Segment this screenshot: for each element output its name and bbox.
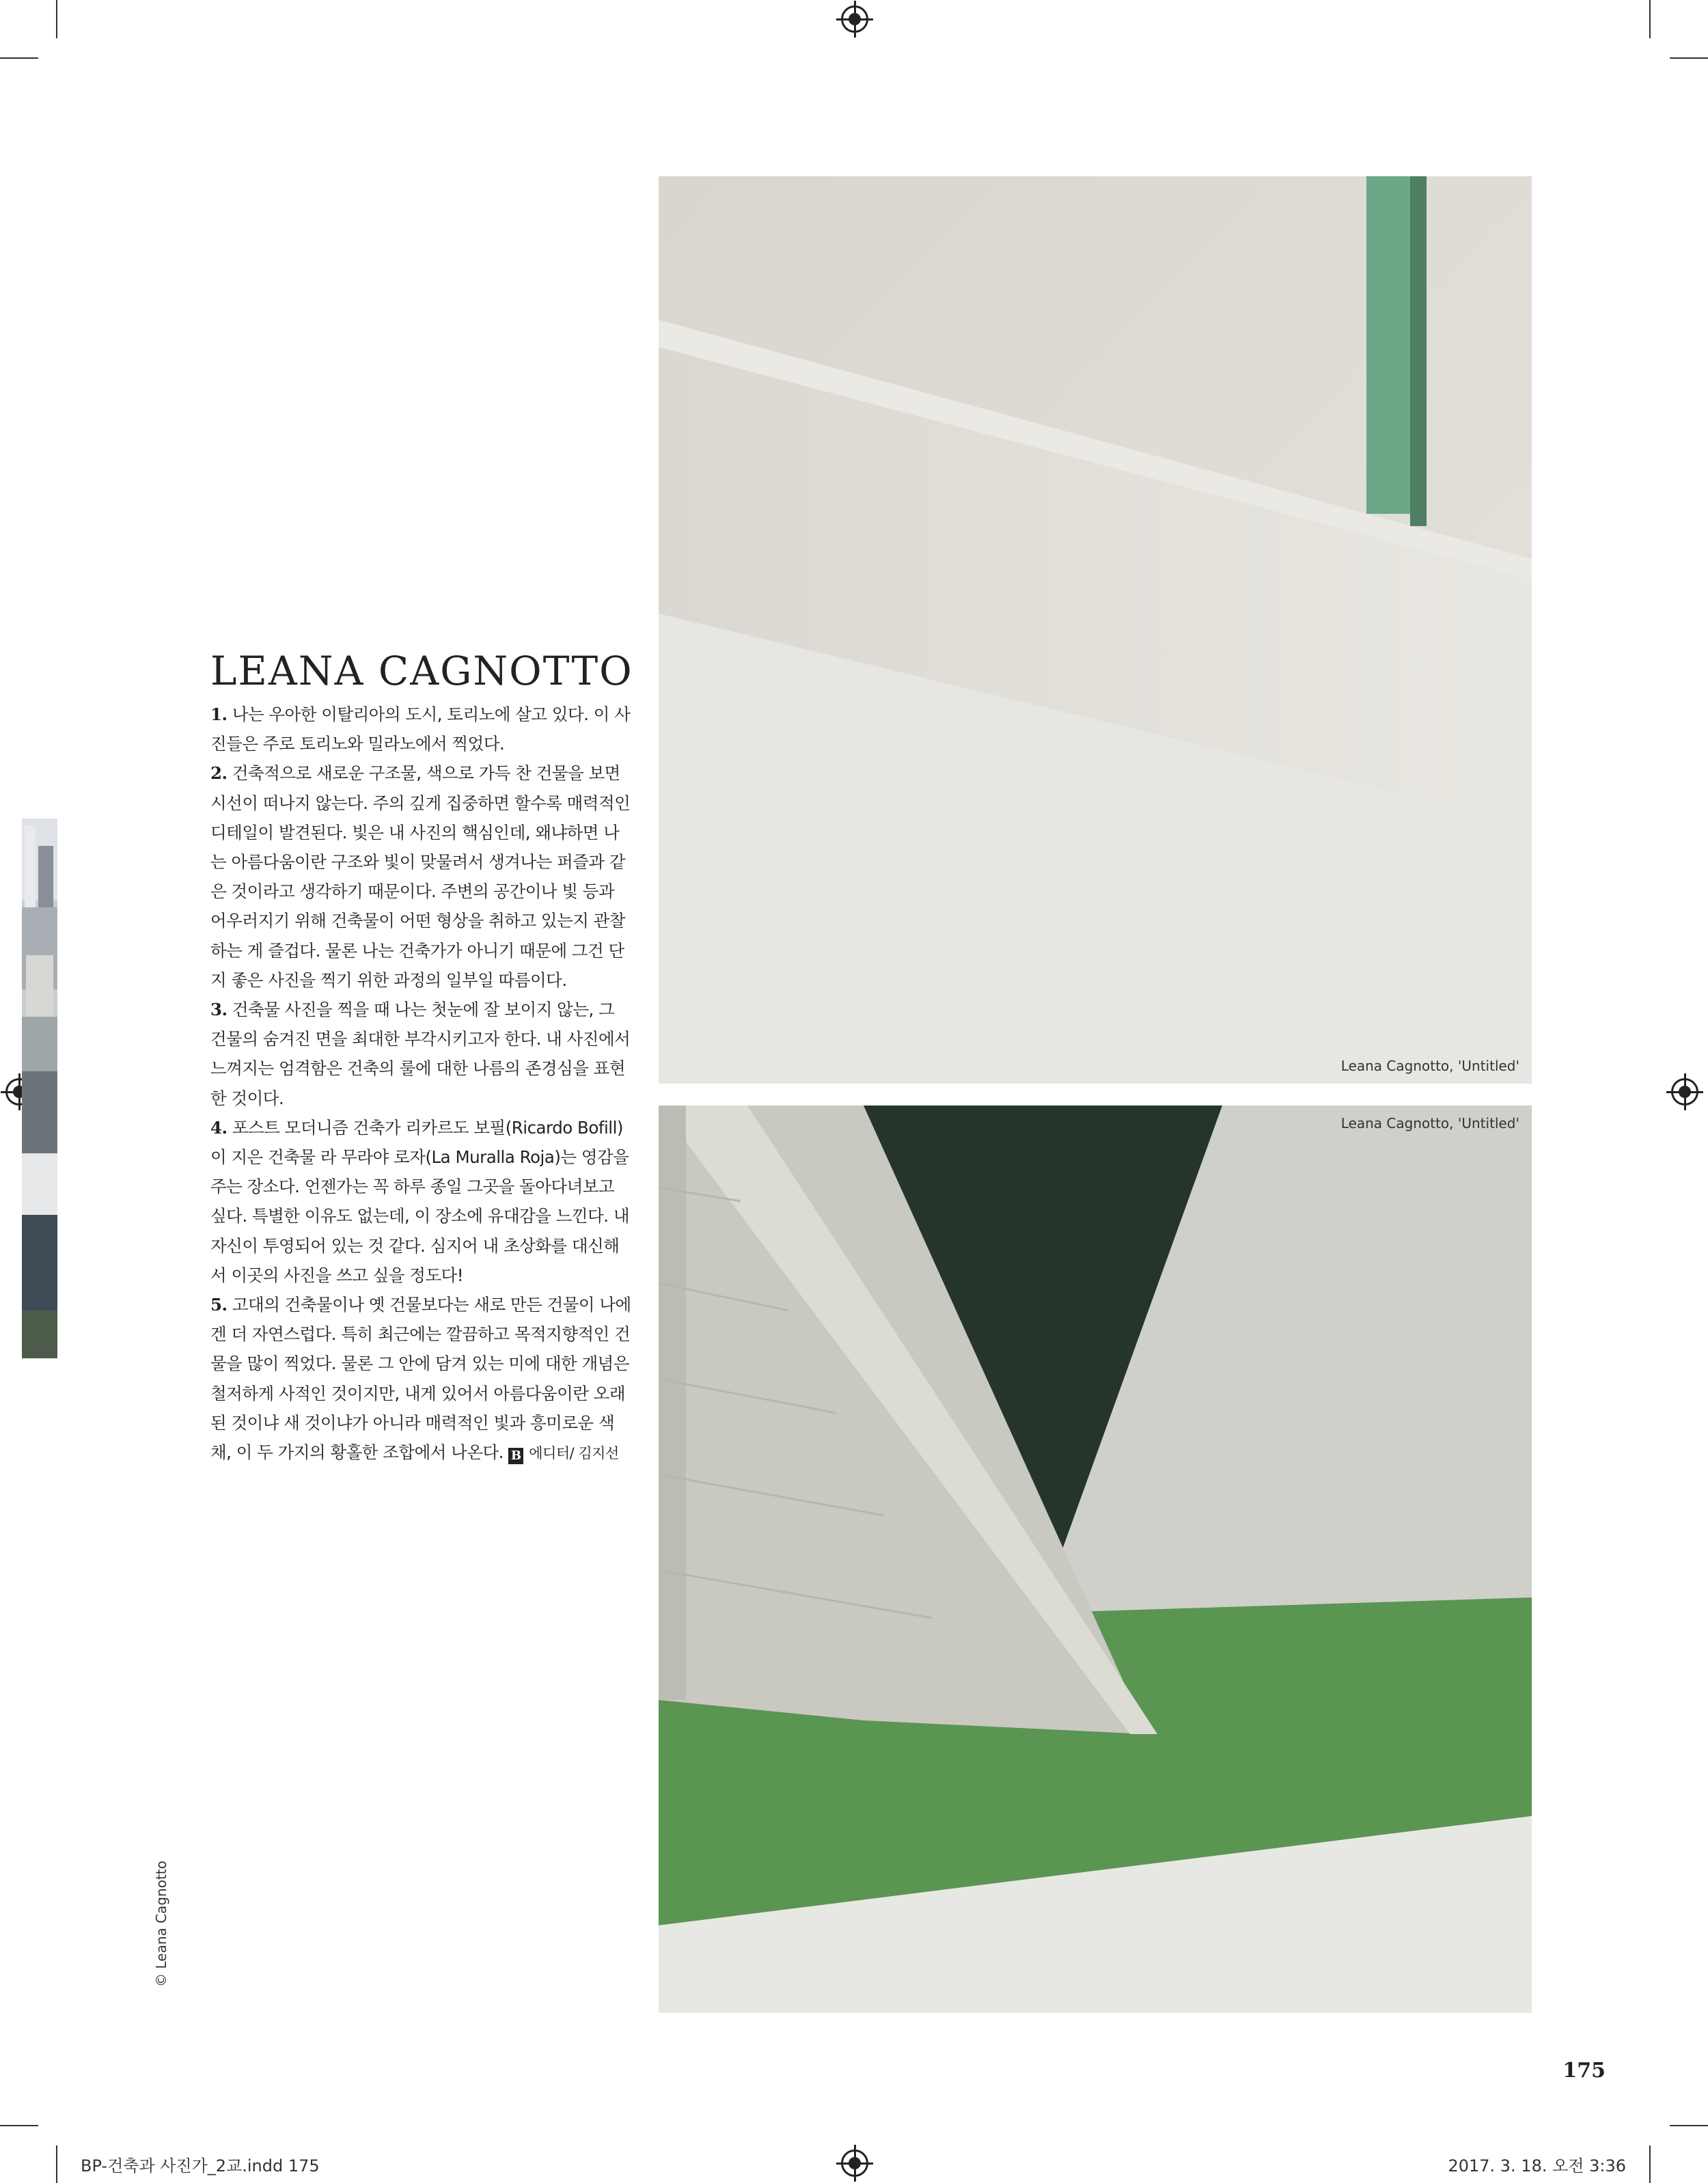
registration-mark-icon: [841, 2150, 868, 2177]
slug-filename: BP-건축과 사진가_2교.indd 175: [81, 2156, 320, 2175]
paragraph-number: 2.: [210, 763, 228, 784]
paragraph-text: 건축물 사진을 찍을 때 나는 첫눈에 잘 보이지 않는, 그 건물의 숨겨진 면을 최대한 부각시키고자 한다. 내 사진에서 느껴지는 엄격함은 건축의 룰에 대한 나름의 존경심을 표현한 것이다.: [210, 1000, 631, 1108]
paragraph-number: 1.: [210, 704, 228, 724]
crop-mark: [1670, 2125, 1708, 2126]
paragraph: [210, 1113, 634, 1290]
photo-top: [659, 176, 1532, 1084]
paragraph-number: 3.: [210, 1000, 228, 1020]
photo-bottom: [659, 1106, 1532, 2013]
article-body: [210, 700, 634, 1468]
paragraph: [210, 758, 634, 995]
photo-caption: Leana Cagnotto, 'Untitled': [1340, 1058, 1519, 1074]
crop-mark: [1649, 2145, 1651, 2183]
page-number: 175: [1562, 2059, 1606, 2083]
paragraph-text: 건축적으로 새로운 구조물, 색으로 가득 찬 건물을 보면 시선이 떠나지 않는다. 주의 깊게 집중하면 할수록 매력적인 디테일이 발견된다. 빛은 내 사진의 핵심인데, 왜냐하면 나는 아름다움이란 구조와 빛이 맞물려서 생겨나는 퍼즐과 같은 것이라고 생각하기 때문이다. 주변의 공간이나 빛 등과 어우러지기 위해 건축물이 어떤 형상을 취하고 있는지 관찰하는 게 즐겁다. 물론 나는 건축가가 아니기 때문에 그건 단지 좋은 사진을 찍기 위한 과정의 일부일 따름이다.: [210, 763, 631, 990]
paragraph-number: 5.: [210, 1295, 228, 1315]
paragraph: [210, 1290, 634, 1468]
photo-caption: Leana Cagnotto, 'Untitled': [1340, 1115, 1519, 1131]
crop-mark: [1649, 0, 1651, 38]
paragraph-text: 포스트 모더니즘 건축가 리카르도 보필(Ricardo Bofill)이 지은 건축물 라 무라야 로자(La Muralla Roja)는 영감을 주는 장소다. 언젠가는 꼭 하루 종일 그곳을 돌아다녀보고 싶다. 특별한 이유도 없는데, 이 장소에 유대감을 느낀다. 내 자신이 투영되어 있는 것 같다. 심지어 내 초상화를 대신해서 이곳의 사진을 쓰고 싶을 정도다!: [210, 1117, 630, 1285]
article-title: LEANA CAGNOTTO: [210, 648, 633, 694]
end-mark-icon: B: [508, 1448, 523, 1464]
crop-mark: [0, 2125, 38, 2126]
crop-mark: [56, 0, 57, 38]
paragraph-number: 4.: [210, 1117, 228, 1138]
registration-mark-icon: [1671, 1078, 1698, 1106]
paragraph: [210, 700, 634, 758]
adjacent-page-photo-strip: [22, 819, 57, 1358]
paragraph-text: 나는 우아한 이탈리아의 도시, 토리노에 살고 있다. 이 사진들은 주로 토리노와 밀라노에서 찍었다.: [210, 704, 631, 754]
registration-mark-icon: [841, 5, 868, 33]
crop-mark: [56, 2145, 57, 2183]
crop-mark: [0, 57, 38, 59]
editor-credit: 에디터/ 김지선: [529, 1445, 619, 1462]
slug-date: 2017. 3. 18. 오전 3:36: [1448, 2156, 1626, 2175]
paragraph-text: 고대의 건축물이나 옛 건물보다는 새로 만든 건물이 나에겐 더 자연스럽다. 특히 최근에는 깔끔하고 목적지향적인 건물을 많이 찍었다. 물론 그 안에 담겨 있는 미에 대한 개념은 철저하게 사적인 것이지만, 내게 있어서 아름다움이란 오래된 것이냐 새 것이냐가 아니라 매력적인 빛과 흥미로운 색채, 이 두 가지의 황홀한 조합에서 나온다.: [210, 1295, 631, 1463]
paragraph: [210, 995, 634, 1113]
photo-credit: © Leana Cagnotto: [153, 1861, 169, 1987]
crop-mark: [1670, 57, 1708, 59]
